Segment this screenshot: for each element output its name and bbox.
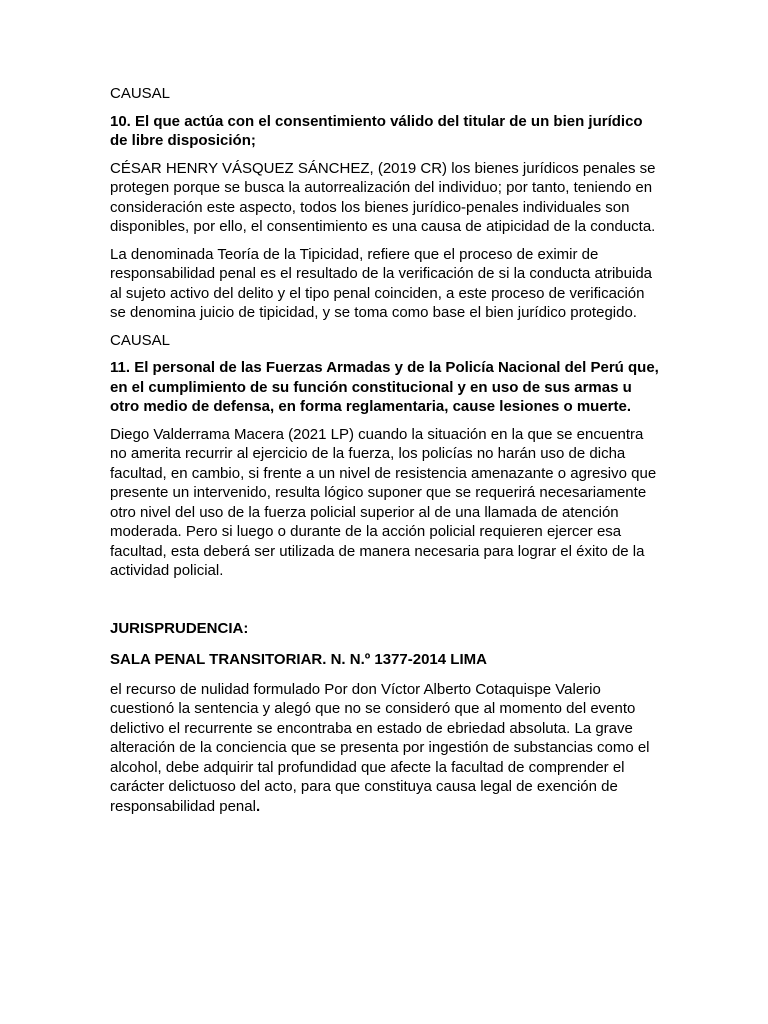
section-paragraph: CÉSAR HENRY VÁSQUEZ SÁNCHEZ, (2019 CR) los bienes jurídicos penales se protegen porque se busca la autorrealización del individuo; por tanto, teniendo en consideración este aspecto, todos los bienes jurídico-penales individuales son disponibles, por ello, el consentimiento es una causa de atipicidad de la conducta. xyxy=(110,159,656,235)
section-heading: 11. El personal de las Fuerzas Armadas y de la Policía Nacional del Perú que, en el cumplimiento de su función constitucional y en uso de sus armas u otro medio de defensa, en forma reglamentaria, cause lesiones o muerte. xyxy=(110,359,659,415)
section-paragraph: Diego Valderrama Macera (2021 LP) cuando la situación en la que se encuentra no amerita recurrir al ejercicio de la fuerza, los policías no harán uso de dicha facultad, en cambio, si frente a un nivel de resistencia amenazante o agresivo que presente un intervenido, resulta lógico suponer que se requerirá necesariamente otro nivel del uso de la fuerza policial superior al de una llamada de atención moderada. Pero si luego o durante de la acción policial requieren ejercer esa facultad, esta deberá ser utilizada de manera necesaria para lograr el éxito de la actividad policial. xyxy=(110,425,657,579)
jurisprudencia-paragraph xyxy=(110,680,662,817)
jurisprudencia-section xyxy=(110,619,662,817)
section-causal-11 xyxy=(110,331,662,581)
document-page xyxy=(110,84,662,824)
section-label: CAUSAL xyxy=(110,331,171,349)
jurisprudencia-body-end: . xyxy=(255,797,261,815)
section-heading: 10. El que actúa con el consentimiento válido del titular de un bien jurídico de libre disposición; xyxy=(110,112,643,149)
sala-title: SALA PENAL TRANSITORIAR. N. N.º 1377-2014 LIMA xyxy=(110,651,487,668)
jurisprudencia-body: el recurso de nulidad formulado Por don Víctor Alberto Cotaquispe Valerio cuestionó la sentencia y alegó que no se consideró que al momento del evento delictivo el recurrente se encontraba en estado de ebriedad absoluta. La grave alteración de la conciencia que se presenta por ingestión de substancias como el alcohol, debe adquirir tal profundidad que afecte la facultad de comprender el carácter delictuoso del acto, para que constituya causa legal de exención de responsabilidad penal xyxy=(110,680,650,815)
section-paragraph: La denominada Teoría de la Tipicidad, refiere que el proceso de eximir de responsabilidad penal es el resultado de la verificación de si la conducta atribuida al sujeto activo del delito y el tipo penal coinciden, a este proceso de verificación se denomina juicio de tipicidad, y se toma como base el bien jurídico protegido. xyxy=(110,245,653,321)
blank-line xyxy=(110,589,662,619)
section-label: CAUSAL xyxy=(110,85,171,102)
section-causal-10 xyxy=(110,84,662,323)
jurisprudencia-title: JURISPRUDENCIA: xyxy=(110,619,249,637)
